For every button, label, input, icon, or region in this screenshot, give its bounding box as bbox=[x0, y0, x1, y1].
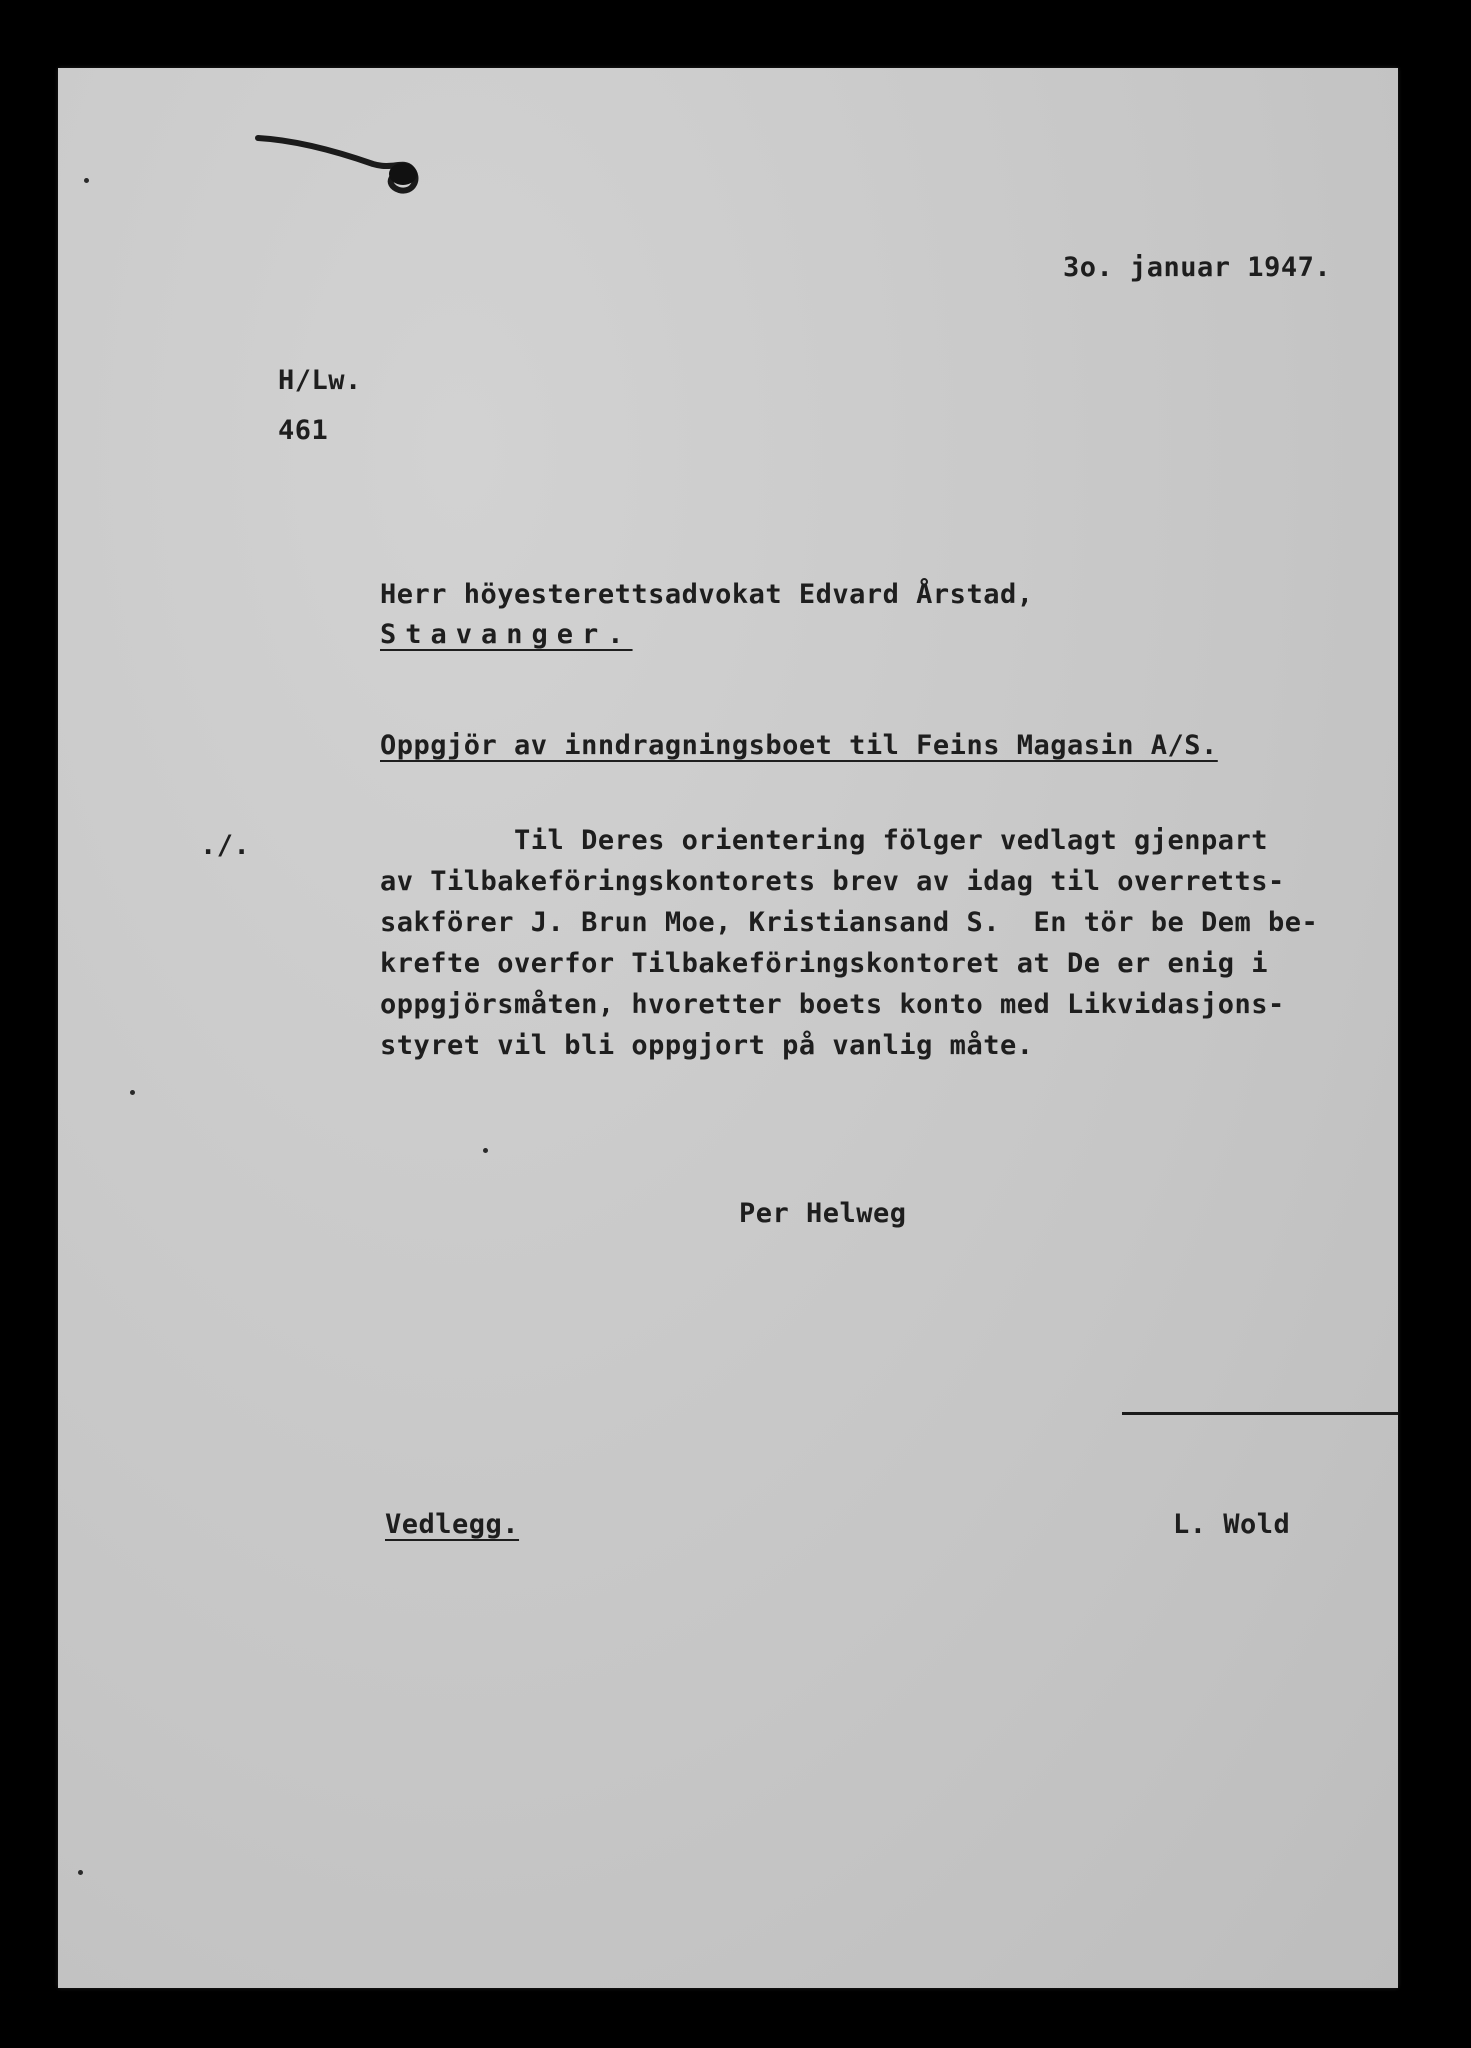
enclosure-label: Vedlegg. bbox=[385, 1509, 520, 1540]
signature-primary: Per Helweg bbox=[739, 1198, 907, 1229]
ink-speck bbox=[84, 178, 89, 183]
recipient-city: Stavanger. bbox=[380, 619, 633, 650]
ink-speck bbox=[483, 1148, 488, 1153]
subject-line: Oppgjör av inndragningsboet til Feins Magasin A/S. bbox=[380, 730, 1218, 761]
paperclip-mark bbox=[253, 130, 433, 210]
ink-speck bbox=[130, 1090, 135, 1095]
ink-speck bbox=[78, 1870, 83, 1875]
letter-date: 3o. januar 1947. bbox=[1063, 252, 1332, 283]
enclosure-mark: ./. bbox=[200, 830, 251, 861]
recipient-name: Herr höyesterettsadvokat Edvard Årstad, bbox=[380, 579, 1034, 610]
divider-rule bbox=[1122, 1412, 1398, 1415]
body-paragraph: Til Deres orientering fölger vedlagt gjenpart av Tilbakeföringskontorets brev av idag til overretts- sakförer J. Brun Moe, Kristiansand S. En tör be Dem be- krefte overfor Tilbakeföringskontoret at De er enig i oppgjörsmåten, hvoretter boets konto med Likvidasjons- styret vil bli oppgjort på vanlig måte. bbox=[380, 825, 1319, 1061]
reference-initials: H/Lw. bbox=[278, 365, 362, 396]
signature-secondary: L. Wold bbox=[1173, 1509, 1291, 1540]
reference-number: 461 bbox=[278, 415, 329, 446]
